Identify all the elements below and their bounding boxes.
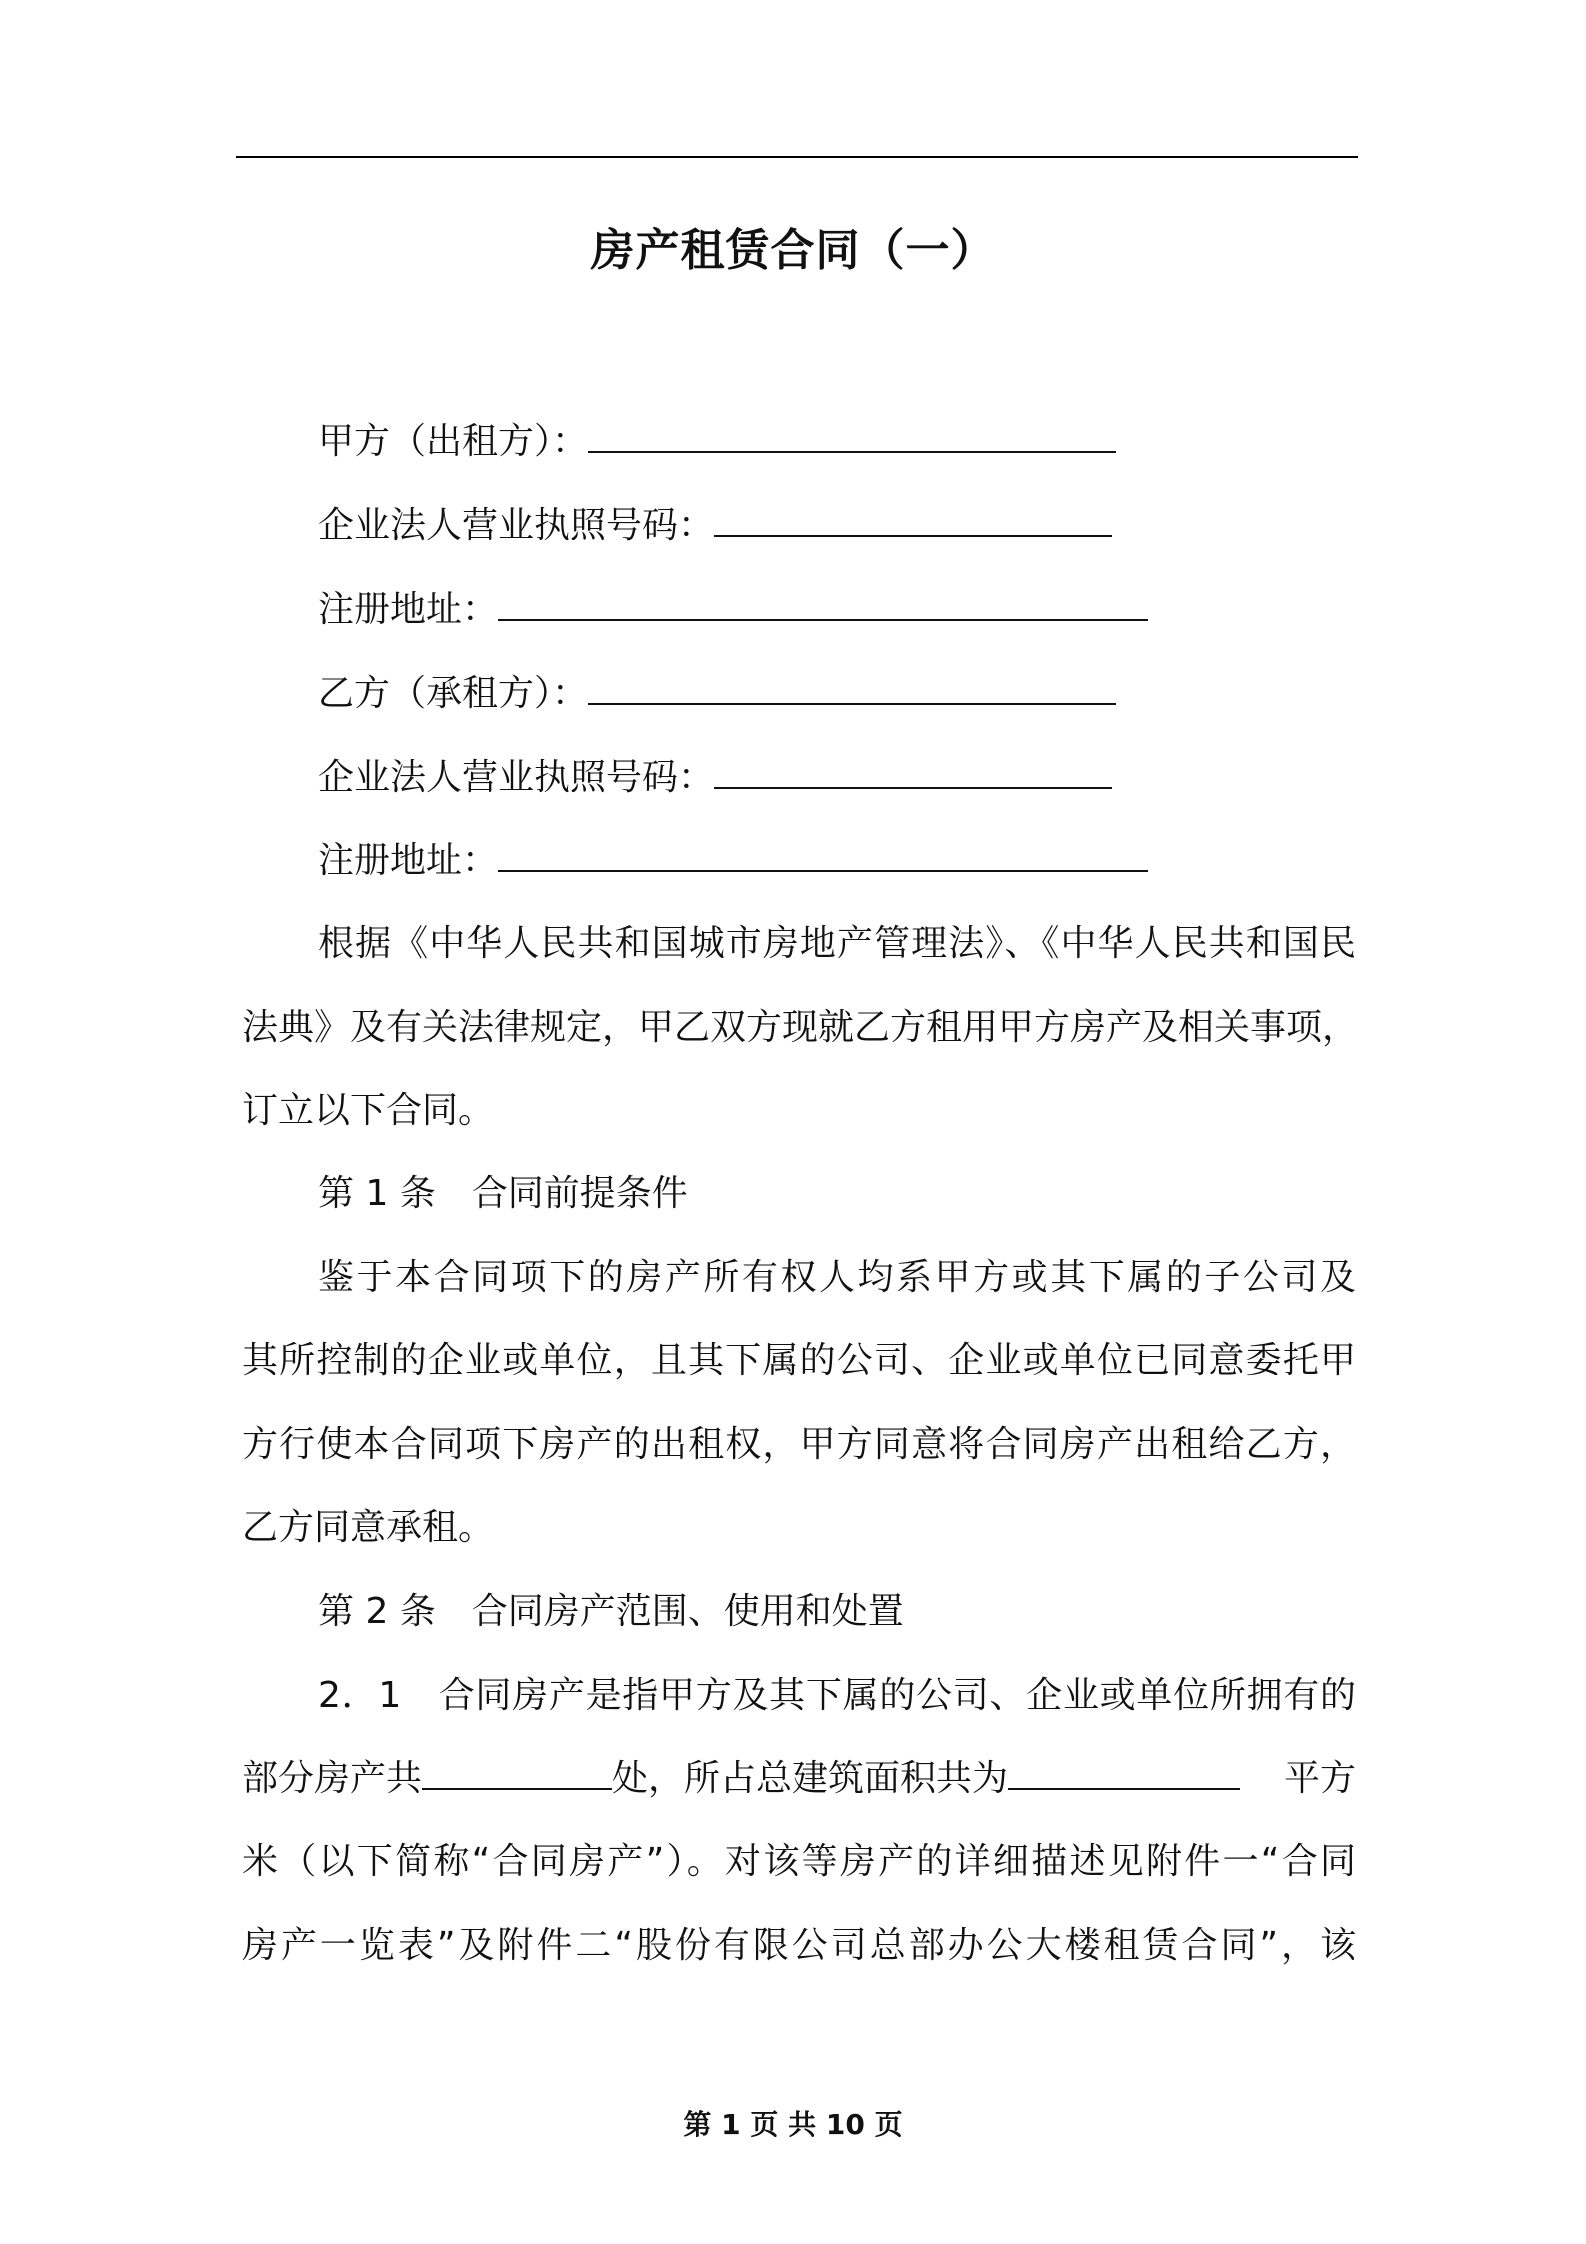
party-a-address-blank (498, 618, 1148, 621)
party-a-license-label: 企业法人营业执照号码： (318, 505, 715, 546)
party-a-line (318, 421, 1116, 462)
party-b-label: 乙方（承租方）： (318, 673, 589, 714)
party-a-label: 甲方（出租方）： (318, 421, 589, 462)
header-rule (236, 156, 1358, 158)
article-2-line-2-a: 部分房产共 (242, 1758, 423, 1799)
party-a-license-line (318, 505, 1112, 546)
party-b-address-blank (498, 869, 1148, 872)
article-1-line-3: 方行使本合同项下房产的出租权，甲方同意将合同房产出租给乙方， (242, 1424, 1356, 1465)
preamble-line-2: 法典》及有关法律规定，甲乙双方现就乙方租用甲方房产及相关事项， (242, 1007, 1359, 1048)
preamble-line-3: 订立以下合同。 (242, 1090, 495, 1131)
article-2-line-2-b: 处，所占总建筑面积共为 (612, 1758, 1009, 1799)
article-2-line-2-c: 平方 (1283, 1758, 1356, 1799)
party-b-license-label: 企业法人营业执照号码： (318, 757, 715, 798)
article-1-heading: 第 1 条 合同前提条件 (318, 1173, 688, 1214)
party-a-address-label: 注册地址： (318, 589, 499, 630)
article-2-line-3: 米（以下简称“合同房产”）。对该等房产的详细描述见附件一“合同 (242, 1841, 1356, 1882)
article-2-heading: 第 2 条 合同房产范围、使用和处置 (318, 1591, 904, 1632)
party-b-license-blank (714, 786, 1112, 789)
article-1-line-1: 鉴于本合同项下的房产所有权人均系甲方或其下属的子公司及 (318, 1257, 1356, 1298)
article-2-line-2 (242, 1758, 1356, 1799)
party-a-address-line (318, 589, 1148, 630)
article-2-line-4: 房产一览表”及附件二“股份有限公司总部办公大楼租赁合同”，该 (242, 1925, 1356, 1966)
preamble-line-1: 根据《中华人民共和国城市房地产管理法》、《中华人民共和国民 (318, 923, 1356, 964)
page-footer: 第 1 页 共 10 页 (683, 2108, 903, 2141)
article-1-line-2: 其所控制的企业或单位，且其下属的公司、企业或单位已同意委托甲 (242, 1340, 1356, 1381)
article-2-line-1: 2．1 合同房产是指甲方及其下属的公司、企业或单位所拥有的 (318, 1675, 1356, 1716)
area-blank (1008, 1787, 1240, 1790)
party-b-license-line (318, 757, 1112, 798)
party-b-address-line (318, 840, 1148, 881)
party-b-line (318, 673, 1116, 714)
document-title: 房产租赁合同（一） (590, 225, 996, 276)
party-b-address-label: 注册地址： (318, 840, 499, 881)
site-count-blank (422, 1787, 612, 1790)
party-a-license-blank (714, 534, 1112, 537)
party-a-blank (588, 450, 1116, 453)
article-1-line-4: 乙方同意承租。 (242, 1507, 495, 1548)
party-b-blank (588, 702, 1116, 705)
